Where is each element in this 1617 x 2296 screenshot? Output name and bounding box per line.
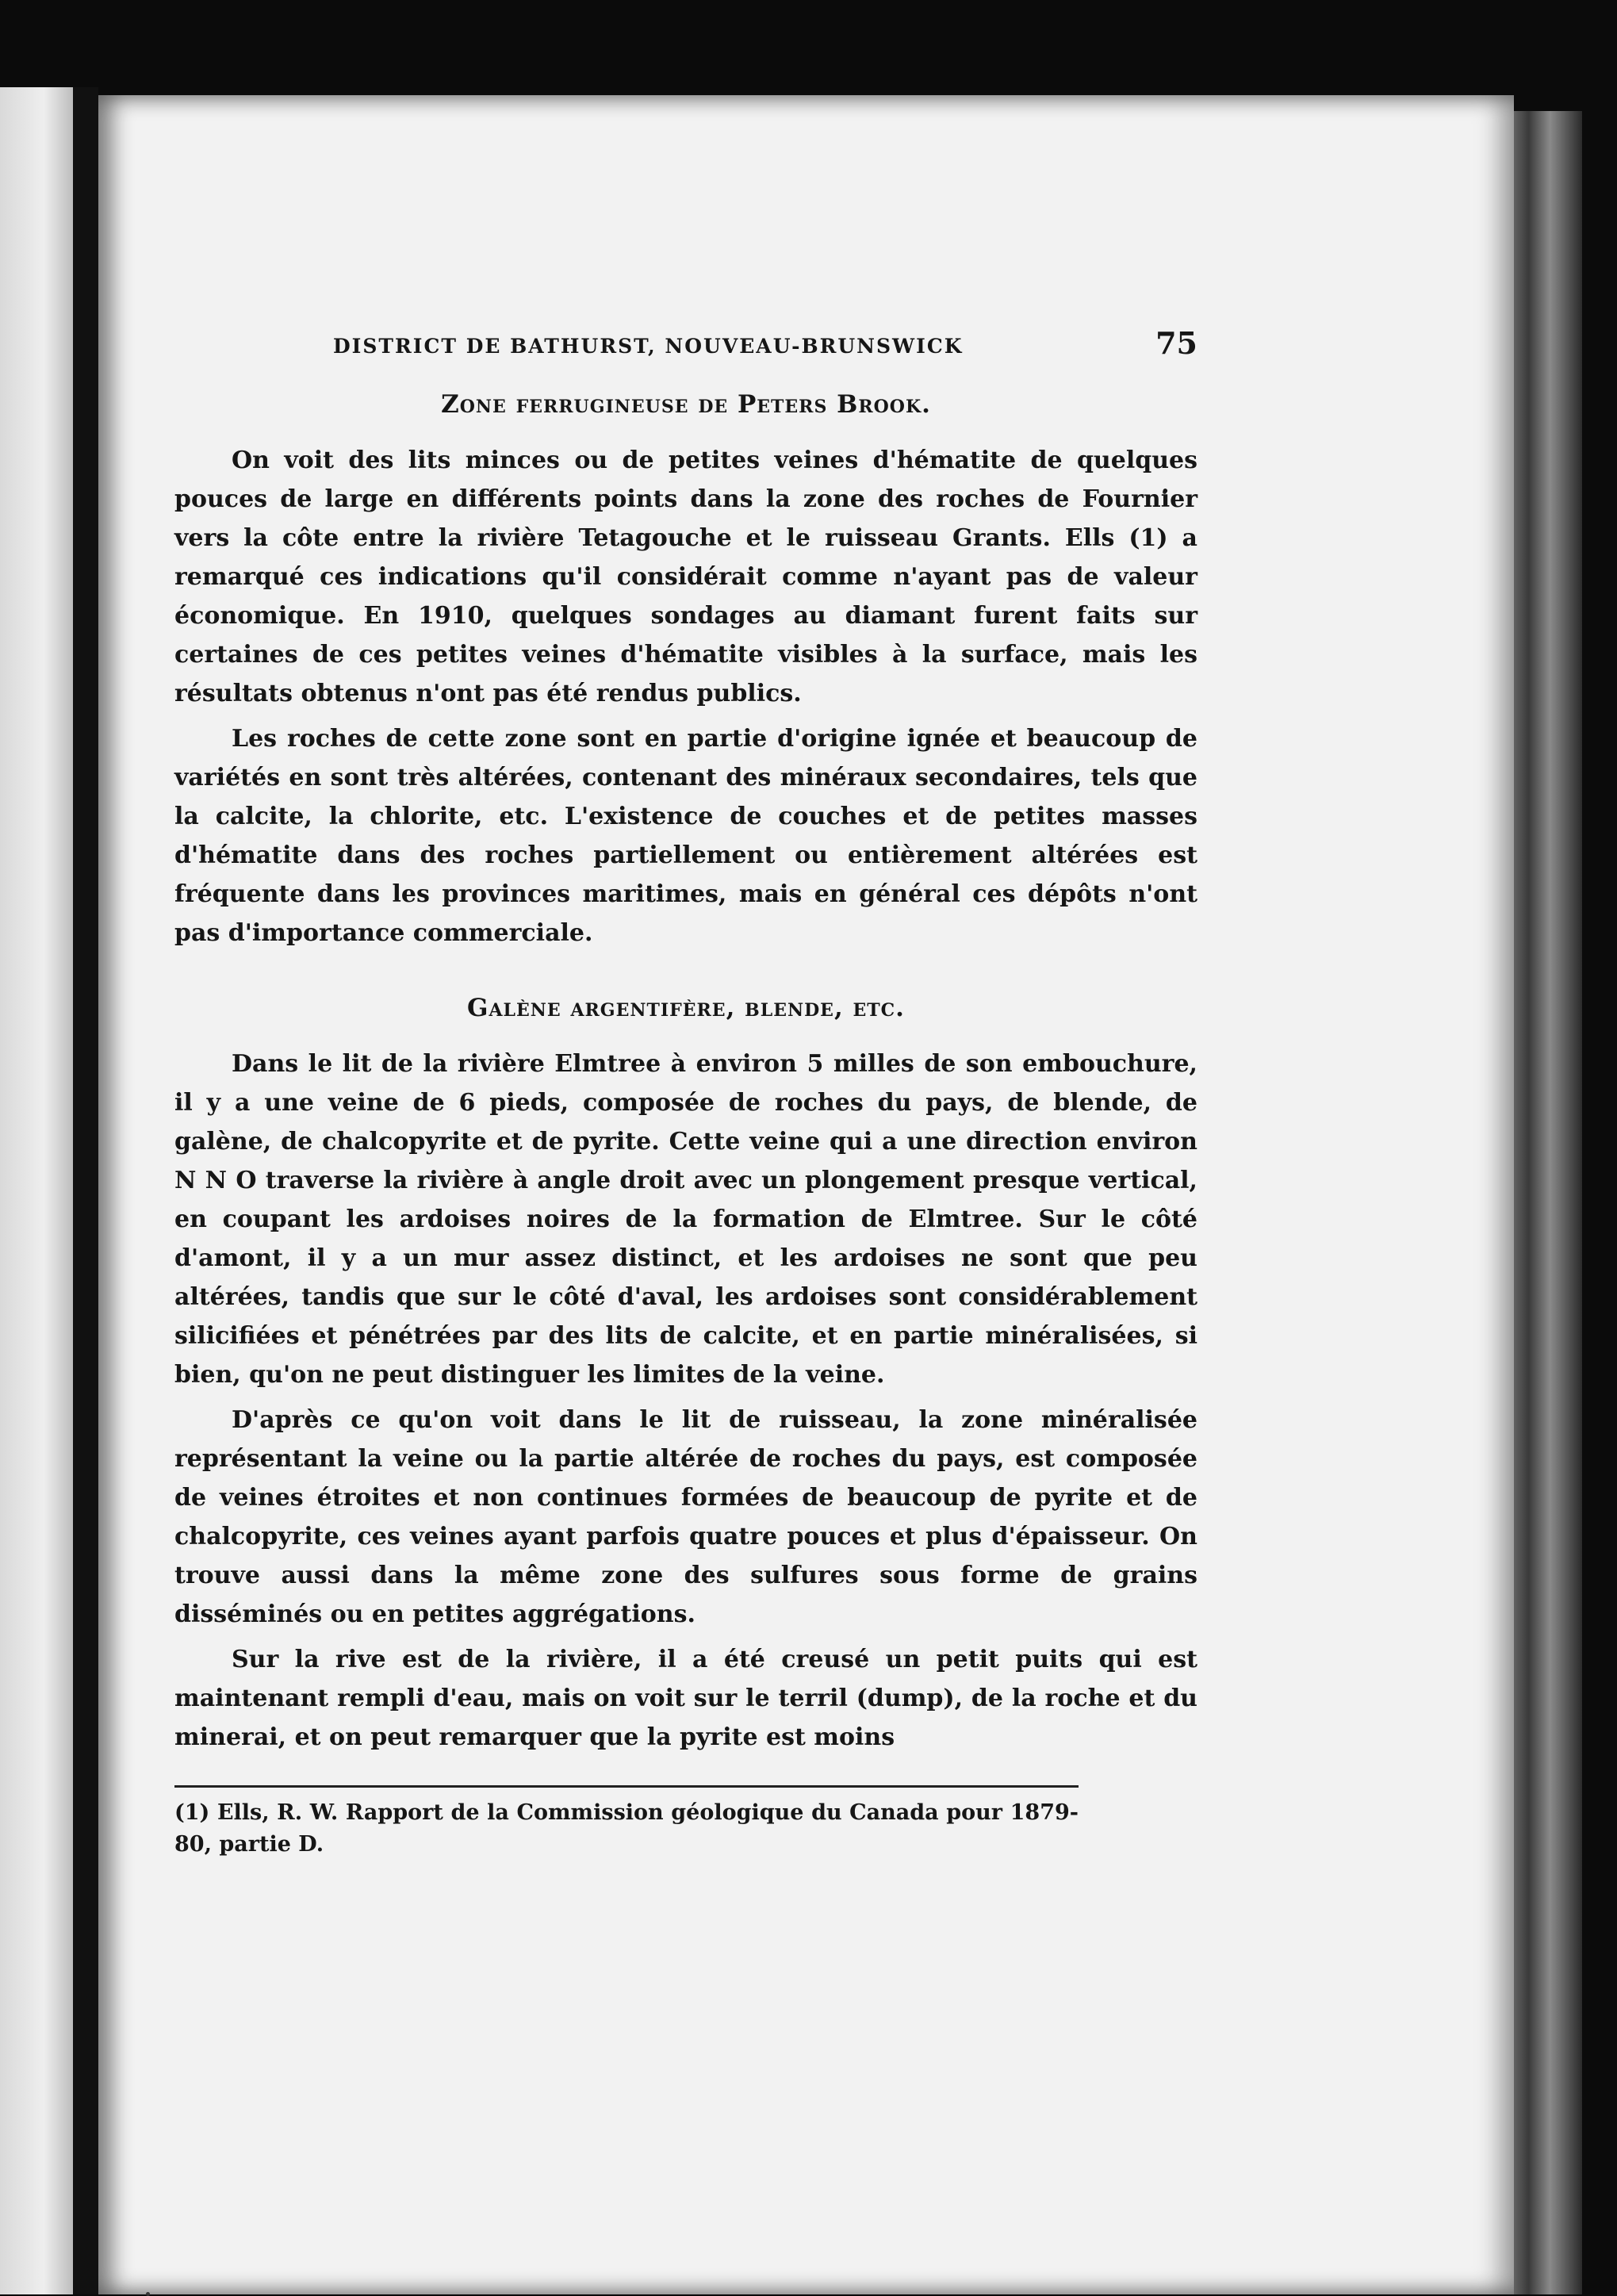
page-text xyxy=(174,325,1197,1861)
page-number: 75 xyxy=(1155,325,1197,361)
paragraph: D'après ce qu'on voit dans le lit de ruisseau, la zone minéralisée représentant la veine ou la partie altérée de roches du pays, est composée de veines étroites et non continues formées de beaucoup de pyrite et de chalcopyrite, ces veines ayant parfois quatre pouces et plus d'épaisseur. On trouve aussi dans la même zone des sulfures sous forme de grains disséminés ou en petites aggrégations. xyxy=(174,1406,1197,1628)
running-head xyxy=(174,325,1197,373)
running-title: DISTRICT DE BATHURST, NOUVEAU-BRUNSWICK xyxy=(333,335,964,358)
book-gutter xyxy=(73,87,98,2294)
paragraph: On voit des lits minces ou de petites veines d'hématite de quelques pouces de large en différents points dans la zone des roches de Fournier vers la côte entre la rivière Tetagouche et le ruisseau Grants. Ells (1) a remarqué ces indications qu'il considérait comme n'ayant pas de valeur économique. En 1910, quelques sondages au diamant furent faits sur certaines de ces petites veines d'hématite visibles à la surface, mais les résultats obtenus n'ont pas été rendus publics. xyxy=(174,447,1197,707)
paragraph: Dans le lit de la rivière Elmtree à environ 5 milles de son embouchure, il y a une veine de 6 pieds, composée de roches du pays, de blende, de galène, de chalcopyrite et de pyrite. Cette veine qui a une direction environ N N O traverse la rivière à angle droit avec un plongement presque vertical, en coupant les ardoises noires de la formation de Elmtree. Sur le côté d'amont, il y a un mur assez distinct, et les ardoises ne sont que peu altérées, tandis que sur le côté d'aval, les ardoises sont considérablement silicifiées et pénétrées par des lits de calcite, et en partie minéralisées, si bien, qu'on ne peut distinguer les limites de la veine. xyxy=(174,1050,1197,1389)
previous-page-edge xyxy=(0,87,73,2294)
paragraph: Sur la rive est de la rivière, il a été creusé un petit puits qui est maintenant rempli d'eau, mais on voit sur le terril (dump), de la roche et du minerai, et on peut remarquer que la pyrite est moins xyxy=(174,1646,1197,1751)
page-stack-edge xyxy=(1511,111,1582,2294)
paragraph: Les roches de cette zone sont en partie d'origine ignée et beaucoup de variétés en sont très altérées, contenant des minéraux secondaires, tels que la calcite, la chlorite, etc. L'existence de couches et de petites masses d'hématite dans des roches partiellement ou entièrement altérées est fréquente dans les provinces maritimes, mais en général ces dépôts n'ont pas d'importance commerciale. xyxy=(174,725,1197,947)
section-heading-peters-brook: Zone ferrugineuse de Peters Brook. xyxy=(441,390,931,419)
footnote-divider xyxy=(174,1785,1079,1788)
footnote: (1) Ells, R. W. Rapport de la Commission géologique du Canada pour 1879-80, partie D. xyxy=(174,1800,1079,1857)
section-heading-galene: Galène argentifère, blende, etc. xyxy=(467,994,905,1022)
